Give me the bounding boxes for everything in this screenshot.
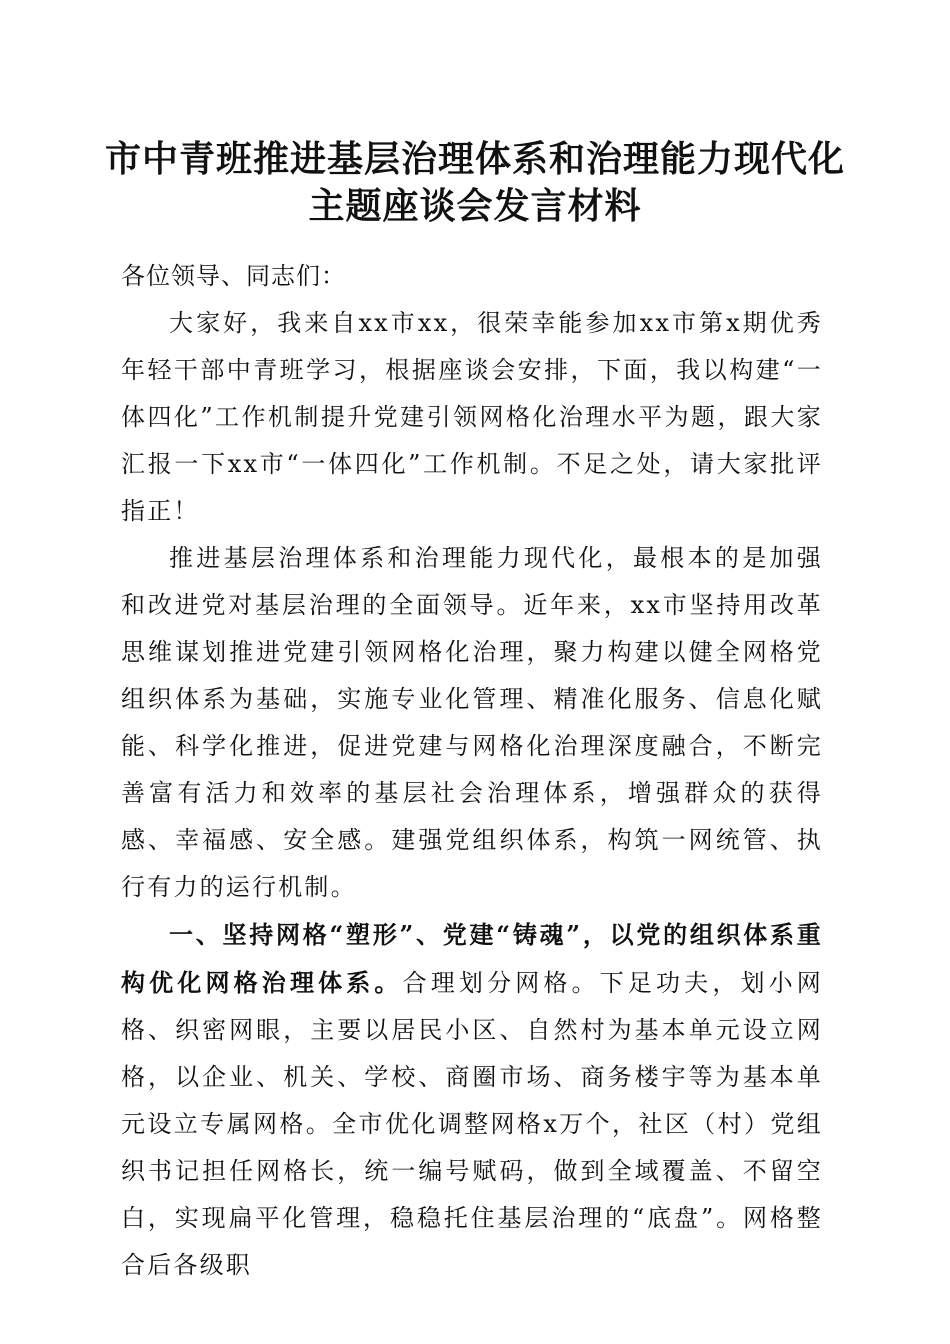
paragraph-intro: 推进基层治理体系和治理能力现代化，最根本的是加强和改进党对基层治理的全面领导。近年来，xx市坚持用改革思维谋划推进党建引领网格化治理，聚力构建以健全网格党组织体系为基础，实施专业化管理、精准化服务、信息化赋能、科学化推进，促进党建与网格化治理深度融合，不断完善富有活力和效率的基层社会治理体系，增强群众的获得感、幸福感、安全感。建强党组织体系，构筑一网统管、执行有力的运行机制。	[121, 544, 823, 901]
paragraph-greeting: 大家好，我来自xx市xx，很荣幸能参加xx市第x期优秀年轻干部中青班学习，根据座谈会安排，下面，我以构建“一体四化”工作机制提升党建引领网格化治理水平为题，跟大家汇报一下xx市“一体四化”工作机制。不足之处，请大家批评指正！	[121, 309, 823, 525]
section-1-body: 合理划分网格。下足功夫，划小网格、织密网眼，主要以居民小区、自然村为基本单元设立网格，以企业、机关、学校、商圈市场、商务楼宇等为基本单元设立专属网格。全市优化调整网格x万个，社区（村）党组织书记担任网格长，统一编号赋码，做到全域覆盖、不留空白，实现扁平化管理，稳稳托住基层治理的“底盘”。网格整合后各级职	[121, 969, 824, 1279]
document-title-line1: 市中青班推进基层治理体系和治理能力现代化	[104, 138, 845, 180]
section-1-paragraph	[121, 911, 823, 1289]
salutation: 各位领导、同志们：	[121, 262, 346, 290]
document-body	[121, 253, 823, 1289]
document-title-line2: 主题座谈会发言材料	[308, 185, 642, 227]
section-1-heading: 一、坚持网格“塑形”、党建“铸魂”，以党的组织体系重构优化网格治理体系。	[121, 920, 823, 997]
